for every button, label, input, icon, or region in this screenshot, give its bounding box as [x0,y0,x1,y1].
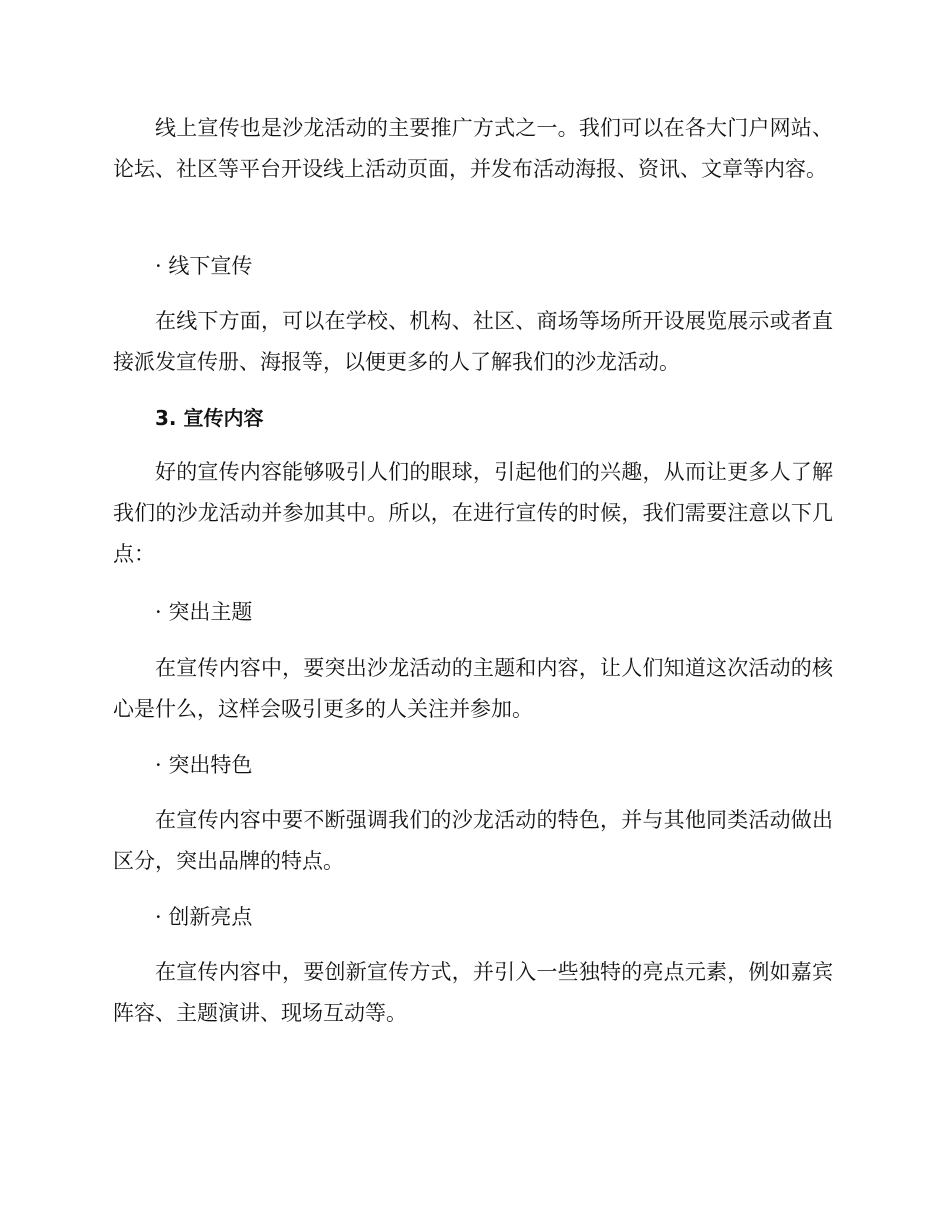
paragraph-offline-promotion: 在线下方面，可以在学校、机构、社区、商场等场所开设展览展示或者直接派发宣传册、海报等，以便更多的人了解我们的沙龙活动。 [113,309,833,374]
bullet-offline-promotion: · 线下宣传 [155,254,253,278]
paragraph-highlight-theme: 在宣传内容中，要突出沙龙活动的主题和内容，让人们知道这次活动的核心是什么，这样会吸引更多的人关注并参加。 [113,656,833,721]
bullet-highlight-theme: · 突出主题 [155,600,253,624]
bullet-highlight-features: · 突出特色 [155,753,253,777]
section-heading-content: 3. 宣传内容 [155,406,264,430]
paragraph-content-intro: 好的宣传内容能够吸引人们的眼球，引起他们的兴趣，从而让更多人了解我们的沙龙活动并参加其中。所以，在进行宣传的时候，我们需要注意以下几点： [113,460,833,566]
paragraph-online-promotion: 线上宣传也是沙龙活动的主要推广方式之一。我们可以在各大门户网站、论坛、社区等平台开设线上活动页面，并发布活动海报、资讯、文章等内容。 [113,116,833,181]
paragraph-innovation: 在宣传内容中，要创新宣传方式，并引入一些独特的亮点元素，例如嘉宾阵容、主题演讲、现场互动等。 [113,960,833,1025]
paragraph-highlight-features: 在宣传内容中要不断强调我们的沙龙活动的特色，并与其他同类活动做出区分，突出品牌的特点。 [113,808,833,873]
bullet-innovation: · 创新亮点 [155,905,253,929]
